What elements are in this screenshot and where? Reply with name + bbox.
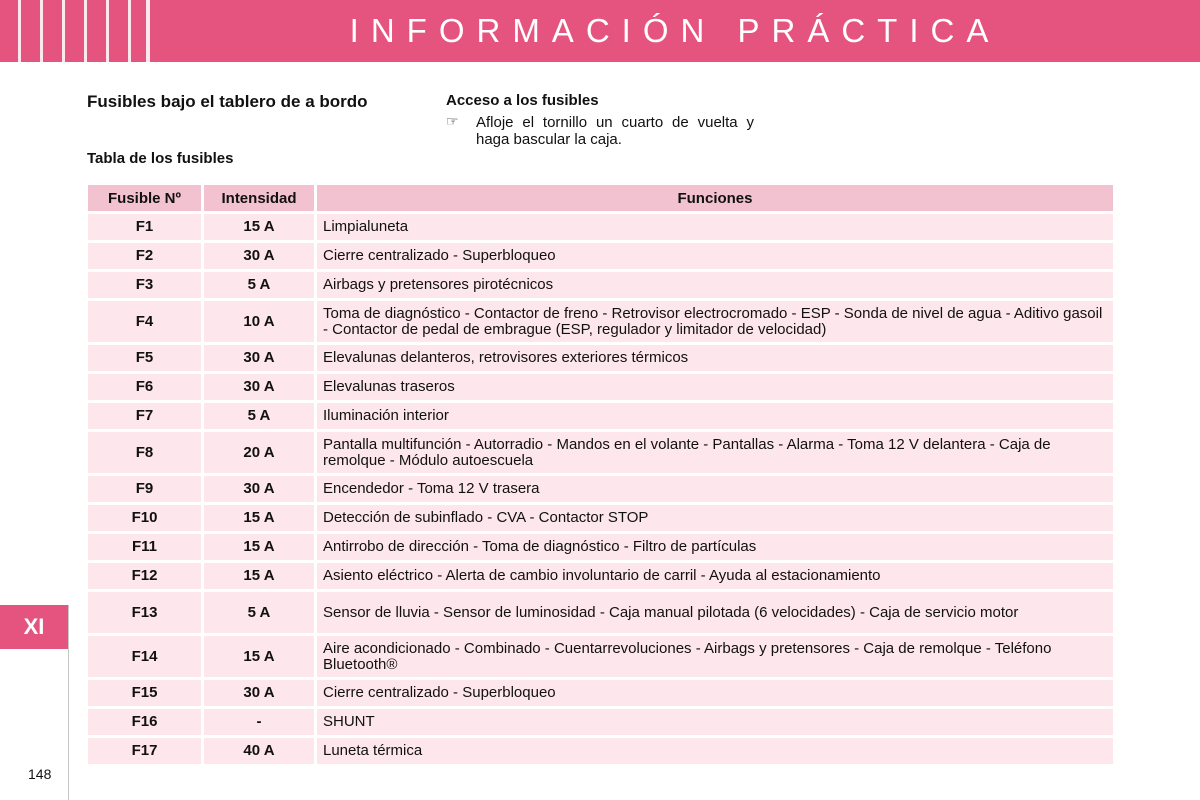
fuse-functions-cell: Pantalla multifunción - Autorradio - Mandos en el volante - Pantallas - Alarma - Toma 12 V delantera - Caja de remolque - Módulo autoescuela — [317, 432, 1113, 473]
table-row — [88, 374, 1113, 400]
fuse-functions-cell: Sensor de lluvia - Sensor de luminosidad - Caja manual pilotada (6 velocidades) - Caja de servicio motor — [317, 592, 1113, 633]
page-number: 148 — [28, 766, 52, 782]
table-row — [88, 563, 1113, 589]
fuse-functions-cell: Encendedor - Toma 12 V trasera — [317, 476, 1113, 502]
header-stripe — [18, 0, 21, 62]
fuse-intensity-cell: 15 A — [204, 214, 314, 240]
fuse-intensity-cell: 40 A — [204, 738, 314, 764]
fuse-functions-cell: Airbags y pretensores pirotécnicos — [317, 272, 1113, 298]
table-row — [88, 403, 1113, 429]
column-header-functions: Funciones — [317, 185, 1113, 211]
fuse-intensity-cell: 15 A — [204, 534, 314, 560]
fuse-intensity-cell: 30 A — [204, 374, 314, 400]
fuse-number-cell: F12 — [88, 563, 201, 589]
table-row — [88, 505, 1113, 531]
fuse-functions-cell: Luneta térmica — [317, 738, 1113, 764]
fuse-functions-cell: Cierre centralizado - Superbloqueo — [317, 243, 1113, 269]
pointing-hand-icon: ☞ — [446, 113, 459, 129]
fuse-intensity-cell: 5 A — [204, 403, 314, 429]
table-row — [88, 680, 1113, 706]
fuse-intensity-cell: 30 A — [204, 476, 314, 502]
fuse-number-cell: F7 — [88, 403, 201, 429]
side-divider — [68, 605, 69, 800]
table-row — [88, 345, 1113, 371]
header-stripe — [84, 0, 87, 62]
header-stripe — [106, 0, 109, 62]
fuse-functions-cell: SHUNT — [317, 709, 1113, 735]
column-header-intensity: Intensidad — [204, 185, 314, 211]
column-header-fuse: Fusible Nº — [88, 185, 201, 211]
table-header-row — [88, 185, 1113, 211]
fuse-number-cell: F3 — [88, 272, 201, 298]
fuse-intensity-cell: 10 A — [204, 301, 314, 342]
table-row — [88, 592, 1113, 633]
fuse-number-cell: F2 — [88, 243, 201, 269]
fuse-functions-cell: Limpialuneta — [317, 214, 1113, 240]
fuse-functions-cell: Elevalunas traseros — [317, 374, 1113, 400]
fuse-number-cell: F1 — [88, 214, 201, 240]
fuse-number-cell: F8 — [88, 432, 201, 473]
fuse-table — [85, 182, 1116, 767]
table-row — [88, 738, 1113, 764]
header-band — [0, 0, 1200, 62]
table-row — [88, 534, 1113, 560]
table-row — [88, 272, 1113, 298]
fuse-number-cell: F14 — [88, 636, 201, 677]
fuse-number-cell: F5 — [88, 345, 201, 371]
fuse-functions-cell: Aire acondicionado - Combinado - Cuentarrevoluciones - Airbags y pretensores - Caja de remolque - Teléfono Bluetooth® — [317, 636, 1113, 677]
access-text: Afloje el tornillo un cuarto de vuelta y haga bascular la caja. — [476, 114, 754, 148]
fuse-functions-cell: Asiento eléctrico - Alerta de cambio involuntario de carril - Ayuda al estacionamiento — [317, 563, 1113, 589]
fuse-intensity-cell: 15 A — [204, 505, 314, 531]
fuse-number-cell: F4 — [88, 301, 201, 342]
fuse-number-cell: F13 — [88, 592, 201, 633]
fuse-functions-cell: Antirrobo de dirección - Toma de diagnóstico - Filtro de partículas — [317, 534, 1113, 560]
fuse-number-cell: F11 — [88, 534, 201, 560]
fuse-intensity-cell: 15 A — [204, 636, 314, 677]
fuse-functions-cell: Elevalunas delanteros, retrovisores exteriores térmicos — [317, 345, 1113, 371]
fuse-intensity-cell: 15 A — [204, 563, 314, 589]
chapter-tab: XI — [0, 605, 68, 649]
page-title: INFORMACIÓN PRÁCTICA — [349, 12, 1001, 49]
fuse-functions-cell: Iluminación interior — [317, 403, 1113, 429]
table-row — [88, 243, 1113, 269]
fuse-functions-cell: Toma de diagnóstico - Contactor de freno - Retrovisor electrocromado - ESP - Sonda de nivel de agua - Aditivo gasoil - Contactor de pedal de embrague (ESP, regulador y limitador de velocidad) — [317, 301, 1113, 342]
fuse-number-cell: F6 — [88, 374, 201, 400]
fuse-intensity-cell: - — [204, 709, 314, 735]
section-title: Fusibles bajo el tablero de a bordo — [87, 92, 368, 111]
header-stripe — [128, 0, 131, 62]
table-row — [88, 709, 1113, 735]
fuse-number-cell: F15 — [88, 680, 201, 706]
fuse-intensity-cell: 20 A — [204, 432, 314, 473]
access-title: Acceso a los fusibles — [446, 92, 599, 109]
table-label: Tabla de los fusibles — [87, 150, 234, 167]
fuse-number-cell: F9 — [88, 476, 201, 502]
fuse-functions-cell: Cierre centralizado - Superbloqueo — [317, 680, 1113, 706]
table-row — [88, 214, 1113, 240]
fuse-intensity-cell: 30 A — [204, 345, 314, 371]
fuse-intensity-cell: 30 A — [204, 243, 314, 269]
fuse-functions-cell: Detección de subinflado - CVA - Contactor STOP — [317, 505, 1113, 531]
fuse-intensity-cell: 5 A — [204, 592, 314, 633]
fuse-intensity-cell: 5 A — [204, 272, 314, 298]
fuse-intensity-cell: 30 A — [204, 680, 314, 706]
table-row — [88, 636, 1113, 677]
fuse-number-cell: F17 — [88, 738, 201, 764]
header-stripe — [40, 0, 43, 62]
table-row — [88, 432, 1113, 473]
table-row — [88, 476, 1113, 502]
fuse-number-cell: F16 — [88, 709, 201, 735]
table-body — [88, 214, 1113, 764]
fuse-number-cell: F10 — [88, 505, 201, 531]
header-stripe — [62, 0, 65, 62]
table-row — [88, 301, 1113, 342]
